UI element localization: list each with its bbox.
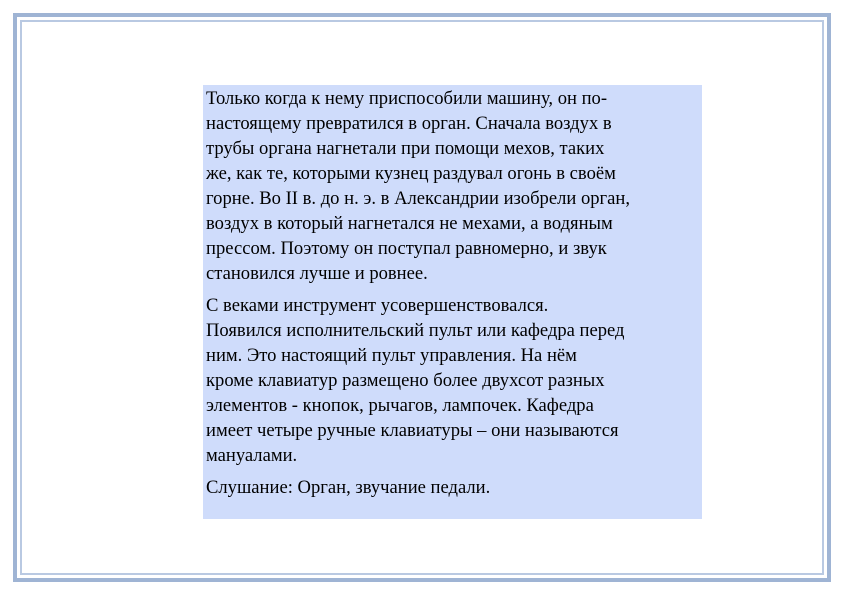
paragraph-organ-console: С веками инструмент усовершенствовался. Появился исполнительский пульт или кафедра перед ним. Это настоящий пульт управления. На нём кроме клавиатур размещено более двухсот разных элементов - кнопок, рычагов, лампочек. Кафедра имеет четыре ручные клавиатуры – они называются мануалами. xyxy=(206,295,625,466)
text-box xyxy=(203,85,702,519)
paragraph-listening: Слушание: Орган, звучание педали. xyxy=(206,477,491,498)
paragraph-organ-history: Только когда к нему приспособили машину, он по- настоящему превратился в орган. Сначала воздух в трубы органа нагнетали при помощи мехов, таких же, как те, которыми кузнец раздувал огонь в своём горне. Во II в. до н. э. в Александрии изобрели орган, воздух в который нагнетался не мехами, а водяным прессом. Поэтому он поступал равномерно, и звук становился лучше и ровнее. xyxy=(206,88,631,284)
